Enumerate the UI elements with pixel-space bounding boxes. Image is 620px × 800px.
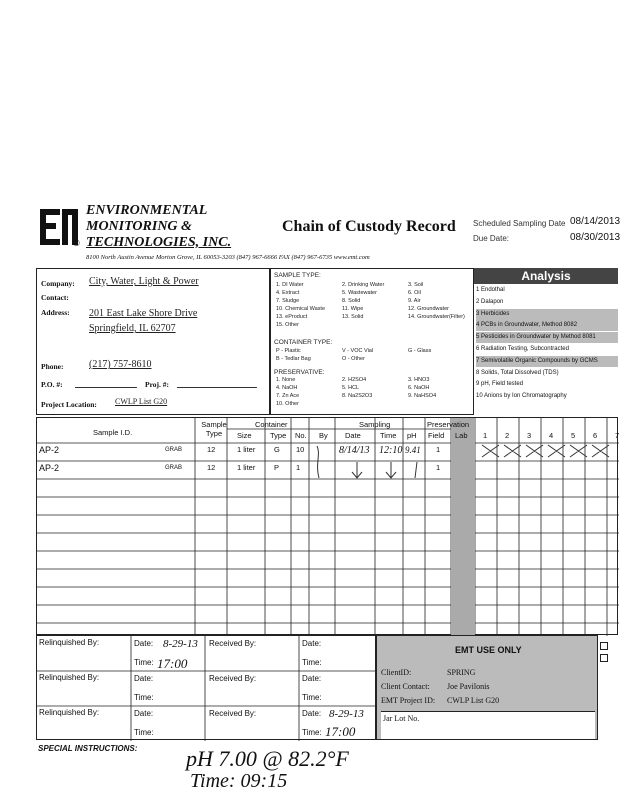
- lab-column-shade: [451, 418, 475, 636]
- received-time-label: Time:: [302, 693, 322, 702]
- container-type-title: CONTAINER TYPE:: [274, 339, 333, 346]
- sample-type-item: 4. Extract: [276, 290, 300, 296]
- jar-lot-label: Jar Lot No.: [381, 711, 595, 739]
- company-line-3: TECHNOLOGIES, INC.: [86, 235, 232, 250]
- analysis-title: Analysis: [474, 268, 618, 284]
- contact-label: Contact:: [41, 293, 69, 302]
- header-lab: Lab: [455, 431, 468, 440]
- received-date-label: Date:: [302, 709, 322, 718]
- header-by: By: [319, 431, 328, 440]
- row-no: 1: [296, 463, 301, 472]
- schedule-labels: [473, 216, 566, 246]
- analysis-col-number: 6: [593, 431, 598, 440]
- sample-type-item: 1. DI Water: [276, 282, 304, 288]
- sample-type-item: 5. Wastewater: [342, 290, 377, 296]
- sample-type-item: 13. eProduct: [276, 314, 308, 320]
- proj-line: [177, 387, 257, 388]
- header-ph: pH: [407, 431, 417, 440]
- analysis-col-number: 7: [615, 431, 620, 440]
- relinq-time-1: 17:00: [157, 656, 188, 671]
- sample-type-item: 10. Chemical Waste: [276, 306, 326, 312]
- sample-table: [36, 417, 618, 635]
- row-date: 8/14/13: [339, 445, 370, 456]
- received-label: Received By:: [209, 639, 257, 648]
- relinq-time-label: Time:: [134, 693, 154, 702]
- company-name: [86, 203, 231, 251]
- header-sampling: Sampling: [359, 420, 391, 429]
- received-time-label: Time:: [302, 658, 322, 667]
- company-address: 8100 North Austin Avenue Morton Grove, IL 60053-3203 (847) 967-6666 FAX (847) 967-6735 www.emt.com: [86, 254, 370, 261]
- ditto-arrows: [307, 444, 427, 484]
- company-line-1: ENVIRONMENTAL: [86, 203, 208, 218]
- row-sample-id: AP-2: [39, 445, 60, 455]
- x-marks: [479, 443, 619, 459]
- header-size: Size: [237, 431, 252, 440]
- client-block: [36, 268, 270, 415]
- preservative-item: 8. Na2S2O3: [342, 393, 373, 399]
- analysis-col-number: 1: [483, 431, 488, 440]
- relinquished-label: Relinquished By:: [39, 673, 100, 682]
- row-field: 1: [436, 445, 441, 454]
- address-label: Address:: [41, 308, 70, 317]
- header-preservation: Preservation: [427, 420, 470, 429]
- received-date-label: Date:: [302, 674, 322, 683]
- po-label: P.O. #:: [41, 380, 63, 389]
- container-type-item: B - Tedlar Bag: [276, 356, 311, 362]
- analysis-item: 2 Dalapon: [476, 298, 504, 305]
- sample-type-item: 3. Soil: [408, 282, 424, 288]
- schedule-values: [570, 214, 620, 246]
- sched-label: Scheduled Sampling Date: [473, 219, 566, 228]
- sample-type-item: 6. Oil: [408, 290, 421, 296]
- special-instructions-label: SPECIAL INSTRUCTIONS:: [38, 744, 138, 753]
- row-ctype: G: [274, 445, 280, 454]
- received-date-label: Date:: [302, 639, 322, 648]
- received-time-label: Time:: [302, 728, 322, 737]
- company-line-2: MONITORING &: [86, 219, 192, 234]
- row-sample-type: 12: [207, 463, 216, 472]
- relinq-date-1: 8-29-13: [163, 638, 198, 650]
- relinq-date-label: Date:: [134, 674, 154, 683]
- header-container: Container: [255, 420, 288, 429]
- relinq-date-label: Date:: [134, 709, 154, 718]
- relinq-time-label: Time:: [134, 658, 154, 667]
- location-label: Project Location:: [41, 400, 97, 409]
- analysis-item: 8 Solids, Total Dissolved (TDS): [476, 369, 559, 376]
- due-value: 08/30/2013: [570, 232, 620, 243]
- header-field: Field: [428, 431, 445, 440]
- header-sample-type: Sample Type: [201, 420, 227, 438]
- received-date-3: 8-29-13: [329, 708, 364, 720]
- address-line-1: 201 East Lake Shore Drive: [89, 308, 198, 319]
- emt-client-id-label: ClientID:: [381, 668, 412, 677]
- sample-type-item: 7. Sludge: [276, 298, 300, 304]
- preservative-item: 10. Other: [276, 401, 299, 407]
- special-note-ph: pH 7.00 @ 82.2°F: [186, 746, 349, 771]
- header-sample-id: Sample I.D.: [93, 428, 133, 437]
- proj-label: Proj. #:: [145, 380, 170, 389]
- row-field: 1: [436, 463, 441, 472]
- checkbox-1[interactable]: [600, 642, 608, 650]
- preservative-item: 2. H2SO4: [342, 377, 367, 383]
- relinq-time-label: Time:: [134, 728, 154, 737]
- analysis-item: 10 Anions by Ion Chromatography: [476, 393, 567, 400]
- analysis-col-number: 4: [549, 431, 554, 440]
- header-date: Date: [345, 431, 361, 440]
- emt-contact-label: Client Contact:: [381, 682, 430, 691]
- analysis-item: 6 Radiation Testing, Subcontracted: [476, 346, 569, 352]
- row-sample-grab: GRAB: [165, 465, 183, 471]
- row-sample-type: 12: [207, 445, 216, 454]
- row-ctype: P: [274, 463, 280, 472]
- preservative-item: 7. Zn Ace: [276, 393, 300, 399]
- row-no: 10: [296, 445, 305, 454]
- sample-type-item: 12. Groundwater: [408, 306, 449, 312]
- po-line: [75, 387, 137, 388]
- relinquished-label: Relinquished By:: [39, 638, 100, 647]
- phone-value: (217) 757-8610: [89, 359, 152, 370]
- analysis-col-number: 2: [505, 431, 510, 440]
- container-type-item: G - Glass: [408, 348, 432, 354]
- address-line-2: Springfield, IL 62707: [89, 323, 176, 334]
- row-size: 1 liter: [237, 445, 256, 454]
- phone-label: Phone:: [41, 362, 64, 371]
- sample-type-item: 2. Drinking Water: [342, 282, 385, 288]
- preservative-item: 9. NaHSO4: [408, 393, 437, 399]
- analysis-col-number: 5: [571, 431, 576, 440]
- special-note-time: Time: 09:15: [190, 770, 288, 792]
- due-label: Due Date:: [473, 234, 510, 243]
- registered-mark: ®: [73, 238, 80, 248]
- row-ph: 9.41: [405, 445, 421, 455]
- checkbox-2[interactable]: [600, 654, 608, 662]
- preservative-item: 6. NaOH: [408, 385, 430, 391]
- analysis-item: 5 Pesticides in Groundwater by Method 8081: [476, 332, 618, 343]
- container-type-item: O - Other: [342, 356, 365, 362]
- row-size: 1 liter: [237, 463, 256, 472]
- sample-type-item: 8. Solid: [342, 298, 361, 304]
- preservative-item: 4. NaOH: [276, 385, 298, 391]
- analysis-item: 1 Endothal: [476, 287, 505, 293]
- location-value: CWLP List G20: [115, 397, 168, 406]
- emt-client-id: SPRING: [447, 668, 476, 677]
- analysis-item: 3 Herbicides: [476, 309, 618, 320]
- sched-value: 08/14/2013: [570, 216, 620, 227]
- analysis-col-number: 3: [527, 431, 532, 440]
- emt-project-label: EMT Project ID:: [381, 696, 436, 705]
- received-label: Received By:: [209, 674, 257, 683]
- preservative-item: 3. HNO3: [408, 377, 430, 383]
- emt-use-block: [376, 635, 598, 740]
- row-time: 12:10: [379, 445, 403, 456]
- analysis-item: 9 pH, Field tested: [476, 381, 524, 388]
- company-value: City, Water, Light & Power: [89, 276, 199, 287]
- emt-project: CWLP List G20: [447, 696, 500, 705]
- header-no: No.: [295, 431, 307, 440]
- preservative-title: PRESERVATIVE:: [274, 369, 325, 376]
- preservative-item: 5. HCL: [342, 385, 360, 391]
- page-title: Chain of Custody Record: [282, 218, 456, 235]
- container-type-item: P - Plastic: [276, 348, 301, 354]
- custody-block: [36, 635, 376, 740]
- emt-title: EMT USE ONLY: [455, 645, 522, 655]
- type-legend-block: [270, 268, 474, 415]
- header-ctype: Type: [270, 431, 287, 440]
- preservative-item: 1. None: [276, 377, 296, 383]
- emt-contact: Joe Pavilonis: [447, 682, 490, 691]
- sample-type-item: 11. Wipe: [342, 306, 364, 312]
- row-sample-id: AP-2: [39, 463, 60, 473]
- sample-type-item: 13. Solid: [342, 314, 364, 320]
- sample-type-item: 9. Air: [408, 298, 421, 304]
- received-time-3: 17:00: [325, 724, 356, 739]
- header-time: Time: [380, 431, 397, 440]
- company-label: Company:: [41, 279, 75, 288]
- analysis-item: 7 Semivolatile Organic Compounds by GCMS: [476, 356, 618, 367]
- sample-type-title: SAMPLE TYPE:: [274, 272, 321, 279]
- sample-type-item: 14. Groundwater(Filter): [408, 314, 465, 320]
- analysis-item: 4 PCBs in Groundwater, Method 8082: [476, 320, 618, 331]
- received-label: Received By:: [209, 709, 257, 718]
- relinq-date-label: Date:: [134, 639, 154, 648]
- container-type-item: V - VOC Vial: [342, 348, 374, 354]
- row-sample-grab: GRAB: [165, 447, 183, 453]
- sample-type-item: 15. Other: [276, 322, 299, 328]
- relinquished-label: Relinquished By:: [39, 708, 100, 717]
